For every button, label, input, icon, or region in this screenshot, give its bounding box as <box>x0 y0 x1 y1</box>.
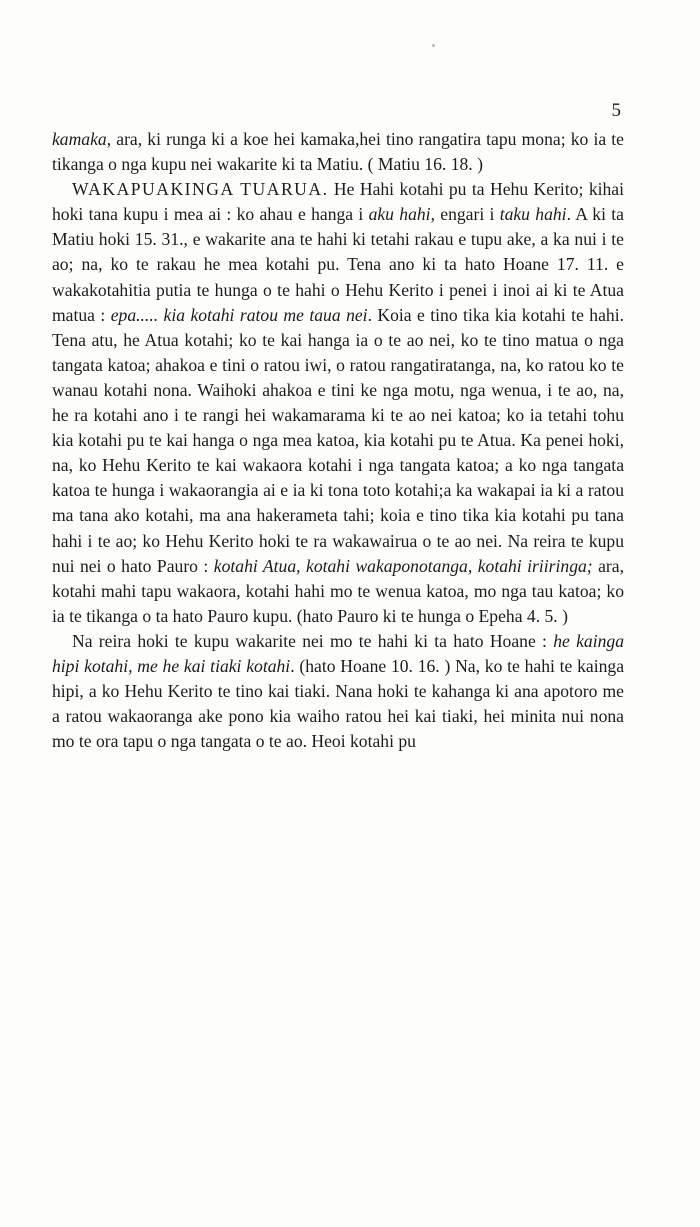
text-segment: aku hahi <box>368 204 431 225</box>
text-segment: Na reira hoki te kupu wakarite nei mo te hahi ki ta hato Hoane : <box>72 630 554 651</box>
text-segment: kotahi Atua, kotahi wakaponotanga, kotahi iriiringa; <box>213 555 593 576</box>
text-segment: . A ki ta Matiu hoki 15. 31., e wakarite ana te hahi ki tetahi rakau e tupu ake, a ka nui i te ao; na, ko te rakau he mea kotahi pu. Tena ano ki ta hato Hoane 17. 11. e wakakotahitia putia te hunga o te hahi o Hehu Kerito i penei i inoi ai ki te Atua matua : <box>52 204 624 325</box>
text-segment: kamaka <box>52 129 107 149</box>
text-segment: , ara, ki runga ki a koe hei kamaka,hei tino rangatira tapu mona; ko ia te tikanga o nga kupu nei wakarite ki ta Matiu. ( Matiu 16. 18. ) <box>52 129 624 175</box>
paragraph-3 <box>52 629 624 754</box>
paragraph-2 <box>52 177 624 629</box>
page-number: 5 <box>611 100 622 121</box>
text-segment: He Hahi kotahi pu ta Hehu Kerito; kihai hoki tana kupu i mea ai : ko ahau e hanga i <box>52 179 624 225</box>
text-segment: taku hahi <box>499 204 567 225</box>
text-segment: epa..... kia kotahi ratou me taua nei <box>110 304 368 325</box>
paragraph-1 <box>52 127 624 177</box>
paper-speck <box>432 44 435 47</box>
text-segment: . Koia e tino tika kia kotahi te hahi. Tena atu, he Atua kotahi; ko te kai hanga ia o te ao nei, ko te tino matua o nga tangata katoa; ahakoa e tini o ratou iwi, o ratou rangatiratanga, na, ko ratou ko te wanau kotahi nona. Waihoki ahakoa e tini ke nga motu, nga wenua, i te ao, na, he ra kotahi ano i te rangi hei wakamarama ki te ao nei katoa; ko ia tetahi tohu kia kotahi pu te kai hanga o nga mea katoa, kia kotahi pu te Atua. Ka penei hoki, na, ko Hehu Kerito te kai wakaora kotahi i nga tangata katoa; a ko nga tangata katoa te hunga i wakaorangia ai e ia ki tona toto kotahi;a ka wakapai ia ki a ratou ma tana ako kotahi, ma ana hakerameta tahi; koia e tino tika kia kotahi pu tana hahi i te ao; ko Hehu Kerito hoki te ra wakawairua o te ao nei. Na reira te kupu nui nei o hato Pauro : <box>52 304 624 576</box>
body-text <box>52 127 624 754</box>
text-segment: , engari i <box>430 204 500 225</box>
section-heading: WAKAPUAKINGA TUARUA. <box>72 179 329 200</box>
text-segment: he kainga hipi kotahi, me he kai tiaki kotahi <box>52 630 624 676</box>
text-segment: ara, kotahi mahi tapu wakaora, kotahi hahi mo te wenua katoa, mo nga tau katoa; ko ia te tikanga o ta hato Pauro kupu. (hato Pauro ki te hunga o Epeha 4. 5. ) <box>52 555 624 626</box>
text-segment: . (hato Hoane 10. 16. ) Na, ko te hahi te kainga hipi, a ko Hehu Kerito te tino kai tiaki. Nana hoki te kahanga ki ana apotoro me a ratou wakaoranga ake pono kia waiho ratou hei kai tiaki, hei minita nui nona mo te ora tapu o nga tangata o te ao. Heoi kotahi pu <box>52 655 625 752</box>
